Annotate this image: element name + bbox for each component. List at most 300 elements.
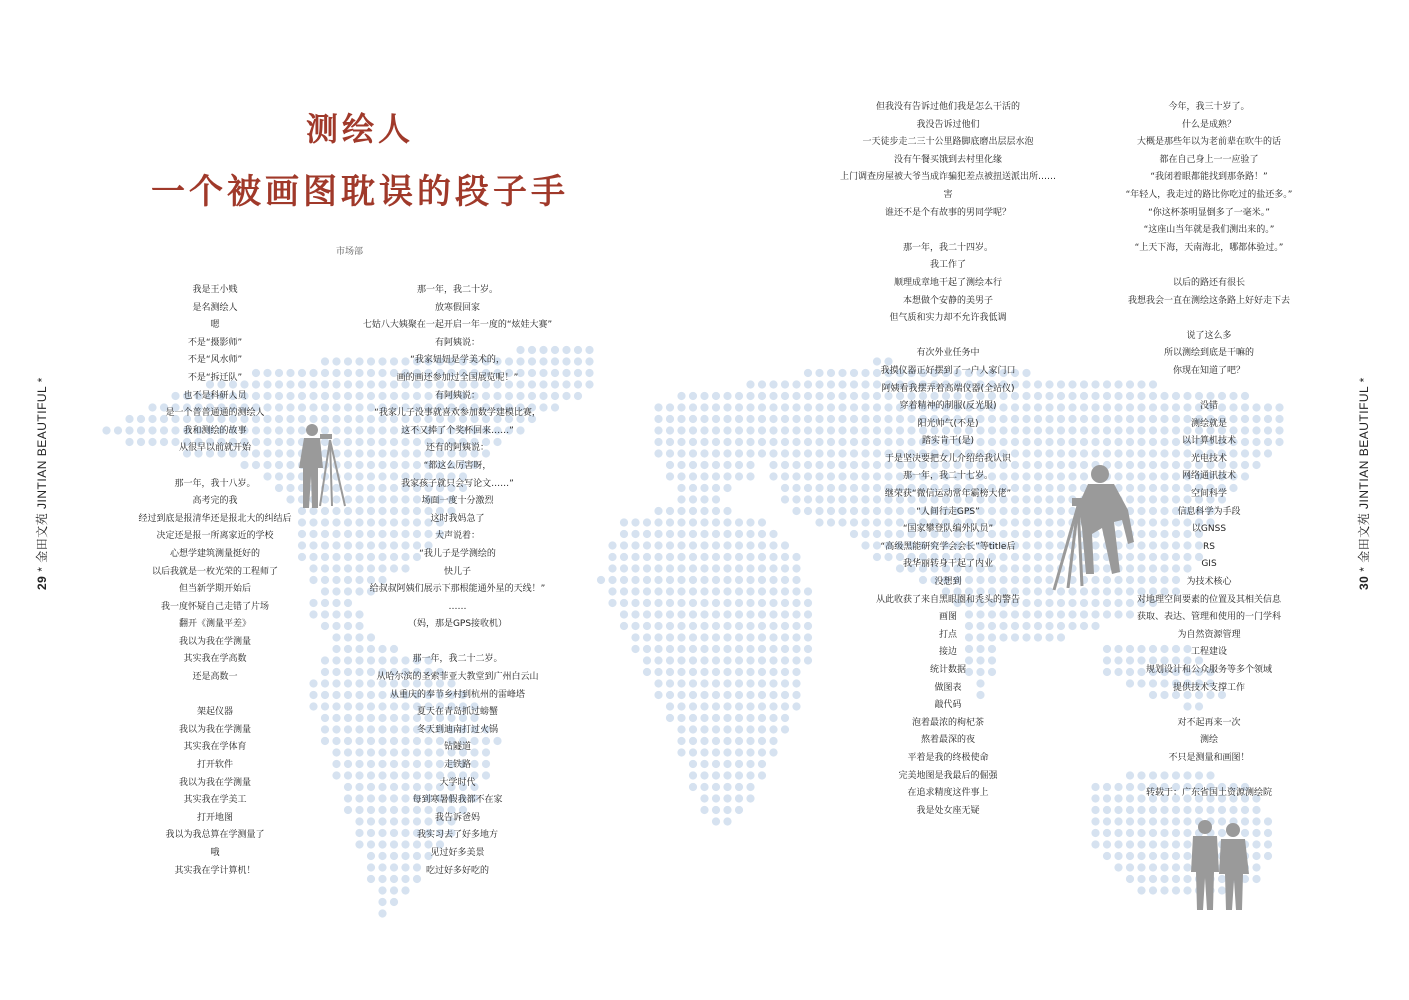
text-line: 走铁路 <box>443 760 471 771</box>
text-line: 没想到 <box>934 577 962 588</box>
map-dot <box>1264 829 1272 837</box>
map-dot <box>620 553 628 561</box>
map-dot <box>608 564 616 572</box>
map-dot <box>321 622 329 630</box>
map-dot <box>620 541 628 549</box>
map-dot <box>666 702 674 710</box>
map-dot <box>712 472 720 480</box>
map-dot <box>321 691 329 699</box>
map-dot <box>631 530 639 538</box>
map-dot <box>792 426 800 434</box>
text-line: 害 <box>943 189 953 200</box>
map-dot <box>1103 840 1111 848</box>
map-dot <box>735 645 743 653</box>
map-dot <box>1126 852 1134 860</box>
map-dot <box>631 587 639 595</box>
text-line: “我家妞妞是学美术的， <box>410 355 505 366</box>
map-dot <box>712 633 720 641</box>
map-dot <box>712 794 720 802</box>
map-dot <box>1149 886 1157 894</box>
map-dot <box>677 668 685 676</box>
text-line: 什么是成熟？ <box>1181 119 1236 130</box>
text-line: 大声说着： <box>434 531 480 542</box>
text-line: 其实我在学计算机！ <box>174 865 256 876</box>
map-dot <box>769 587 777 595</box>
map-dot <box>677 415 685 423</box>
map-dot <box>723 737 731 745</box>
text-line: 不是“风水师” <box>187 355 243 366</box>
text-line: 见过好多美景 <box>430 848 485 858</box>
map-dot <box>758 541 766 549</box>
map-dot <box>723 426 731 434</box>
map-dot <box>746 599 754 607</box>
map-dot <box>723 438 731 446</box>
text-line: 其实我在学美工 <box>183 795 247 806</box>
map-dot <box>677 484 685 492</box>
text-line: 阳光帅气(不是) <box>917 418 979 429</box>
map-dot <box>689 702 697 710</box>
map-dot <box>689 495 697 503</box>
text-line: 是一个普普通通的测绘人 <box>165 408 265 419</box>
text-line: 嗯 <box>210 320 220 331</box>
map-dot <box>1137 852 1145 860</box>
map-dot <box>689 449 697 457</box>
map-dot <box>677 702 685 710</box>
text-line: 我是王小贱 <box>192 285 238 295</box>
map-dot <box>781 438 789 446</box>
map-dot <box>677 748 685 756</box>
map-dot <box>712 679 720 687</box>
text-line: 冬天到迪南打过火锅 <box>416 724 498 735</box>
map-dot <box>1241 806 1249 814</box>
map-dot <box>735 737 743 745</box>
map-dot <box>643 541 651 549</box>
map-dot <box>700 725 708 733</box>
map-dot <box>792 564 800 572</box>
map-dot <box>712 426 720 434</box>
map-dot <box>746 587 754 595</box>
map-dot <box>781 587 789 595</box>
map-dot <box>654 426 662 434</box>
text-line: 从很早以前就开始 <box>178 443 251 454</box>
map-dot <box>769 656 777 664</box>
map-dot <box>1114 863 1122 871</box>
map-dot <box>792 645 800 653</box>
map-dot <box>689 507 697 515</box>
map-dot <box>746 656 754 664</box>
map-dot <box>620 610 628 618</box>
map-dot <box>700 714 708 722</box>
map-dot <box>689 438 697 446</box>
map-dot <box>1126 875 1134 883</box>
map-dot <box>666 610 674 618</box>
map-dot <box>1264 852 1272 860</box>
map-dot <box>666 691 674 699</box>
map-dot <box>712 771 720 779</box>
map-dot <box>792 507 800 515</box>
map-dot <box>723 461 731 469</box>
map-dot <box>666 633 674 641</box>
map-dot <box>677 622 685 630</box>
map-dot <box>781 553 789 561</box>
map-dot <box>735 564 743 572</box>
map-dot <box>689 725 697 733</box>
map-dot <box>712 587 720 595</box>
text-line: 我工作了 <box>929 260 966 271</box>
map-dot <box>677 403 685 411</box>
map-dot <box>1137 863 1145 871</box>
text-line: 测绘 <box>1199 735 1218 746</box>
map-dot <box>769 679 777 687</box>
map-dot <box>700 587 708 595</box>
text-line: “你这杯茶明显倒多了一毫米。” <box>1148 207 1270 218</box>
map-dot <box>723 760 731 768</box>
map-dot <box>746 645 754 653</box>
text-column-3 <box>818 99 1078 820</box>
text-line: 快儿子 <box>443 566 471 577</box>
map-dot <box>654 438 662 446</box>
map-dot <box>712 392 720 400</box>
map-dot <box>723 392 731 400</box>
map-dot <box>631 622 639 630</box>
map-dot <box>689 484 697 492</box>
map-dot <box>700 564 708 572</box>
map-dot <box>746 622 754 630</box>
map-dot <box>723 691 731 699</box>
map-dot <box>735 610 743 618</box>
map-dot <box>1091 829 1099 837</box>
map-dot <box>677 633 685 641</box>
map-dot <box>620 599 628 607</box>
map-dot <box>735 702 743 710</box>
text-line: 每到寒暑假我都不在家 <box>412 795 503 806</box>
text-line: 我家孩子就只会写论文……” <box>401 478 514 489</box>
text-line: 画的画还参加过全国展览呢！” <box>396 372 519 383</box>
text-line: 规划设计和公众服务等多个领域 <box>1145 665 1272 675</box>
map-dot <box>654 599 662 607</box>
map-dot <box>804 599 812 607</box>
map-dot <box>666 530 674 538</box>
map-dot <box>746 553 754 561</box>
map-dot <box>758 725 766 733</box>
map-dot <box>746 426 754 434</box>
star-separator: * <box>1357 377 1371 383</box>
map-dot <box>735 530 743 538</box>
text-line: 决定还是报一所离家近的学校 <box>156 531 274 542</box>
map-dot <box>1080 449 1088 457</box>
map-dot <box>792 461 800 469</box>
map-dot <box>792 702 800 710</box>
text-line: 敲代码 <box>934 700 962 711</box>
map-dot <box>758 392 766 400</box>
map-dot <box>723 656 731 664</box>
map-dot <box>677 472 685 480</box>
text-line: 没有午餐买饿到去村里化缘 <box>893 154 1002 165</box>
map-dot <box>758 771 766 779</box>
map-dot <box>700 691 708 699</box>
text-column-2 <box>340 282 575 880</box>
map-dot <box>723 702 731 710</box>
map-dot <box>1160 863 1168 871</box>
map-dot <box>792 599 800 607</box>
map-dot <box>1172 863 1180 871</box>
map-dot <box>700 748 708 756</box>
map-dot <box>735 461 743 469</box>
text-line: 我没告诉过他们 <box>916 119 980 130</box>
map-dot <box>1137 817 1145 825</box>
map-dot <box>700 760 708 768</box>
text-line: （妈，那是GPS接收机） <box>407 619 508 630</box>
text-line: 放寒假回家 <box>434 302 480 313</box>
map-dot <box>654 576 662 584</box>
map-dot <box>723 403 731 411</box>
map-dot <box>677 518 685 526</box>
map-dot <box>1160 806 1168 814</box>
map-dot <box>781 380 789 388</box>
map-dot <box>321 518 329 526</box>
map-dot <box>689 564 697 572</box>
map-dot <box>700 541 708 549</box>
map-dot <box>321 530 329 538</box>
map-dot <box>781 392 789 400</box>
map-dot <box>700 679 708 687</box>
map-dot <box>735 783 743 791</box>
map-dot <box>654 679 662 687</box>
map-dot <box>1172 817 1180 825</box>
map-dot <box>804 507 812 515</box>
map-dot <box>723 806 731 814</box>
map-dot <box>1080 599 1088 607</box>
map-dot <box>321 656 329 664</box>
map-dot <box>769 633 777 641</box>
text-line: 我想我会一直在测绘这条路上好好走下去 <box>1127 295 1290 306</box>
map-dot <box>804 633 812 641</box>
map-dot <box>654 541 662 549</box>
map-dot <box>666 599 674 607</box>
map-dot <box>378 909 386 917</box>
text-line: 光电技术 <box>1190 453 1227 464</box>
text-column-4 <box>1098 99 1320 803</box>
text-line: 测绘就是 <box>1190 418 1227 429</box>
text-line: 还有的阿姨说： <box>425 443 489 454</box>
map-dot <box>631 553 639 561</box>
text-line: 哦 <box>210 848 220 858</box>
text-line: 我以为我在学测量 <box>178 777 251 788</box>
map-dot <box>804 426 812 434</box>
map-dot <box>1080 415 1088 423</box>
map-dot <box>769 380 777 388</box>
map-dot <box>689 656 697 664</box>
map-dot <box>1206 806 1214 814</box>
map-dot <box>700 668 708 676</box>
map-dot <box>666 438 674 446</box>
map-dot <box>654 507 662 515</box>
map-dot <box>689 633 697 641</box>
map-dot <box>758 668 766 676</box>
map-dot <box>712 403 720 411</box>
text-line <box>1098 768 1320 786</box>
map-dot <box>1149 875 1157 883</box>
map-dot <box>666 449 674 457</box>
map-dot <box>723 518 731 526</box>
map-dot <box>700 794 708 802</box>
text-line <box>115 458 315 476</box>
map-dot <box>758 714 766 722</box>
map-dot <box>804 461 812 469</box>
map-dot <box>723 541 731 549</box>
map-dot <box>1080 610 1088 618</box>
map-dot <box>321 553 329 561</box>
text-line: 信息科学为手段 <box>1177 506 1241 517</box>
text-line: 那一年，我二十四岁。 <box>902 242 993 253</box>
map-dot <box>654 564 662 572</box>
text-line: 是名测绘人 <box>192 302 238 313</box>
map-dot <box>643 599 651 607</box>
map-dot <box>666 426 674 434</box>
text-line: 都在自己身上一一应验了 <box>1159 154 1259 165</box>
map-dot <box>1137 829 1145 837</box>
text-line <box>818 328 1078 346</box>
map-dot <box>758 576 766 584</box>
map-dot <box>1264 817 1272 825</box>
map-dot <box>735 656 743 664</box>
map-dot <box>654 633 662 641</box>
map-dot <box>735 449 743 457</box>
text-line: …… <box>448 601 467 612</box>
text-line: 接边 <box>938 647 957 658</box>
map-dot <box>1160 886 1168 894</box>
map-dot <box>321 737 329 745</box>
map-dot <box>723 783 731 791</box>
map-dot <box>608 541 616 549</box>
map-dot <box>735 518 743 526</box>
map-dot <box>758 449 766 457</box>
text-line: 不是“摄影师” <box>187 337 243 348</box>
map-dot <box>746 415 754 423</box>
map-dot <box>746 679 754 687</box>
map-dot <box>746 530 754 538</box>
map-dot <box>781 495 789 503</box>
map-dot <box>700 553 708 561</box>
map-dot <box>781 461 789 469</box>
map-dot <box>735 714 743 722</box>
map-dot <box>1172 806 1180 814</box>
map-dot <box>689 392 697 400</box>
map-dot <box>769 403 777 411</box>
map-dot <box>735 438 743 446</box>
map-dot <box>585 380 593 388</box>
map-dot <box>712 737 720 745</box>
map-dot <box>631 576 639 584</box>
text-line: 从此收获了来自黑眼圈和秃头的警告 <box>875 594 1020 605</box>
map-dot <box>321 714 329 722</box>
map-dot <box>1160 840 1168 848</box>
map-dot <box>804 369 812 377</box>
map-dot <box>620 518 628 526</box>
map-dot <box>769 725 777 733</box>
map-dot <box>712 576 720 584</box>
map-dot <box>689 668 697 676</box>
map-dot <box>758 691 766 699</box>
text-line: 上门调查房屋被大爷当成诈骗犯差点被扭送派出所…… <box>839 172 1056 183</box>
map-dot <box>712 622 720 630</box>
map-dot <box>735 748 743 756</box>
map-dot <box>1091 817 1099 825</box>
map-dot <box>689 610 697 618</box>
map-dot <box>712 415 720 423</box>
map-dot <box>758 380 766 388</box>
text-line: “我儿子是学测绘的 <box>419 548 496 559</box>
text-line: 你现在知道了吧？ <box>1172 365 1245 376</box>
map-dot <box>735 794 743 802</box>
map-dot <box>723 530 731 538</box>
map-dot <box>712 817 720 825</box>
map-dot <box>700 449 708 457</box>
map-dot <box>712 668 720 676</box>
map-dot <box>746 760 754 768</box>
map-dot <box>654 691 662 699</box>
text-line: 我一度怀疑自己走错了片场 <box>160 601 269 612</box>
map-dot <box>1172 852 1180 860</box>
text-line: 统计数据 <box>929 665 966 675</box>
map-dot <box>746 794 754 802</box>
map-dot <box>1172 840 1180 848</box>
text-line: 获取、表达、管理和使用的一门学科 <box>1136 612 1281 623</box>
text-line: 翻开《测量平差》 <box>178 619 251 630</box>
text-line: 以GNSS <box>1191 524 1227 535</box>
text-line: 踏实肯干(是) <box>921 436 975 447</box>
text-line: 其实我在学高数 <box>183 654 247 665</box>
map-dot <box>321 403 329 411</box>
text-line: 在追求精度这件事上 <box>907 788 989 799</box>
text-line: 我和测绘的故事 <box>183 425 247 436</box>
map-dot <box>712 645 720 653</box>
map-dot <box>746 610 754 618</box>
map-dot <box>746 449 754 457</box>
map-dot <box>654 518 662 526</box>
text-line: 我以为我在学测量 <box>178 724 251 735</box>
map-dot <box>700 484 708 492</box>
text-line: 以计算机技术 <box>1181 436 1236 447</box>
map-dot <box>1149 829 1157 837</box>
text-line: 我以为我在学测量 <box>178 636 251 647</box>
text-line <box>340 634 575 652</box>
map-dot <box>666 645 674 653</box>
map-dot <box>666 679 674 687</box>
text-line: 这不又捧了个奖杯回来……” <box>401 425 514 436</box>
text-line: 一天徒步走二三十公里路脚底磨出层层水泡 <box>862 137 1034 148</box>
map-dot <box>1160 829 1168 837</box>
map-dot <box>700 576 708 584</box>
map-dot <box>758 737 766 745</box>
left-page-sidebar <box>33 377 50 590</box>
map-dot <box>643 587 651 595</box>
map-dot <box>666 553 674 561</box>
map-dot <box>631 599 639 607</box>
map-dot <box>700 461 708 469</box>
map-dot <box>689 541 697 549</box>
map-dot <box>677 541 685 549</box>
map-dot <box>1149 852 1157 860</box>
map-dot <box>700 645 708 653</box>
text-line: 我摸仪器正好摆到了一户人家门口 <box>880 365 1016 376</box>
map-dot <box>746 518 754 526</box>
map-dot <box>781 449 789 457</box>
map-dot <box>321 702 329 710</box>
map-dot <box>654 668 662 676</box>
map-dot <box>792 484 800 492</box>
map-dot <box>574 392 582 400</box>
